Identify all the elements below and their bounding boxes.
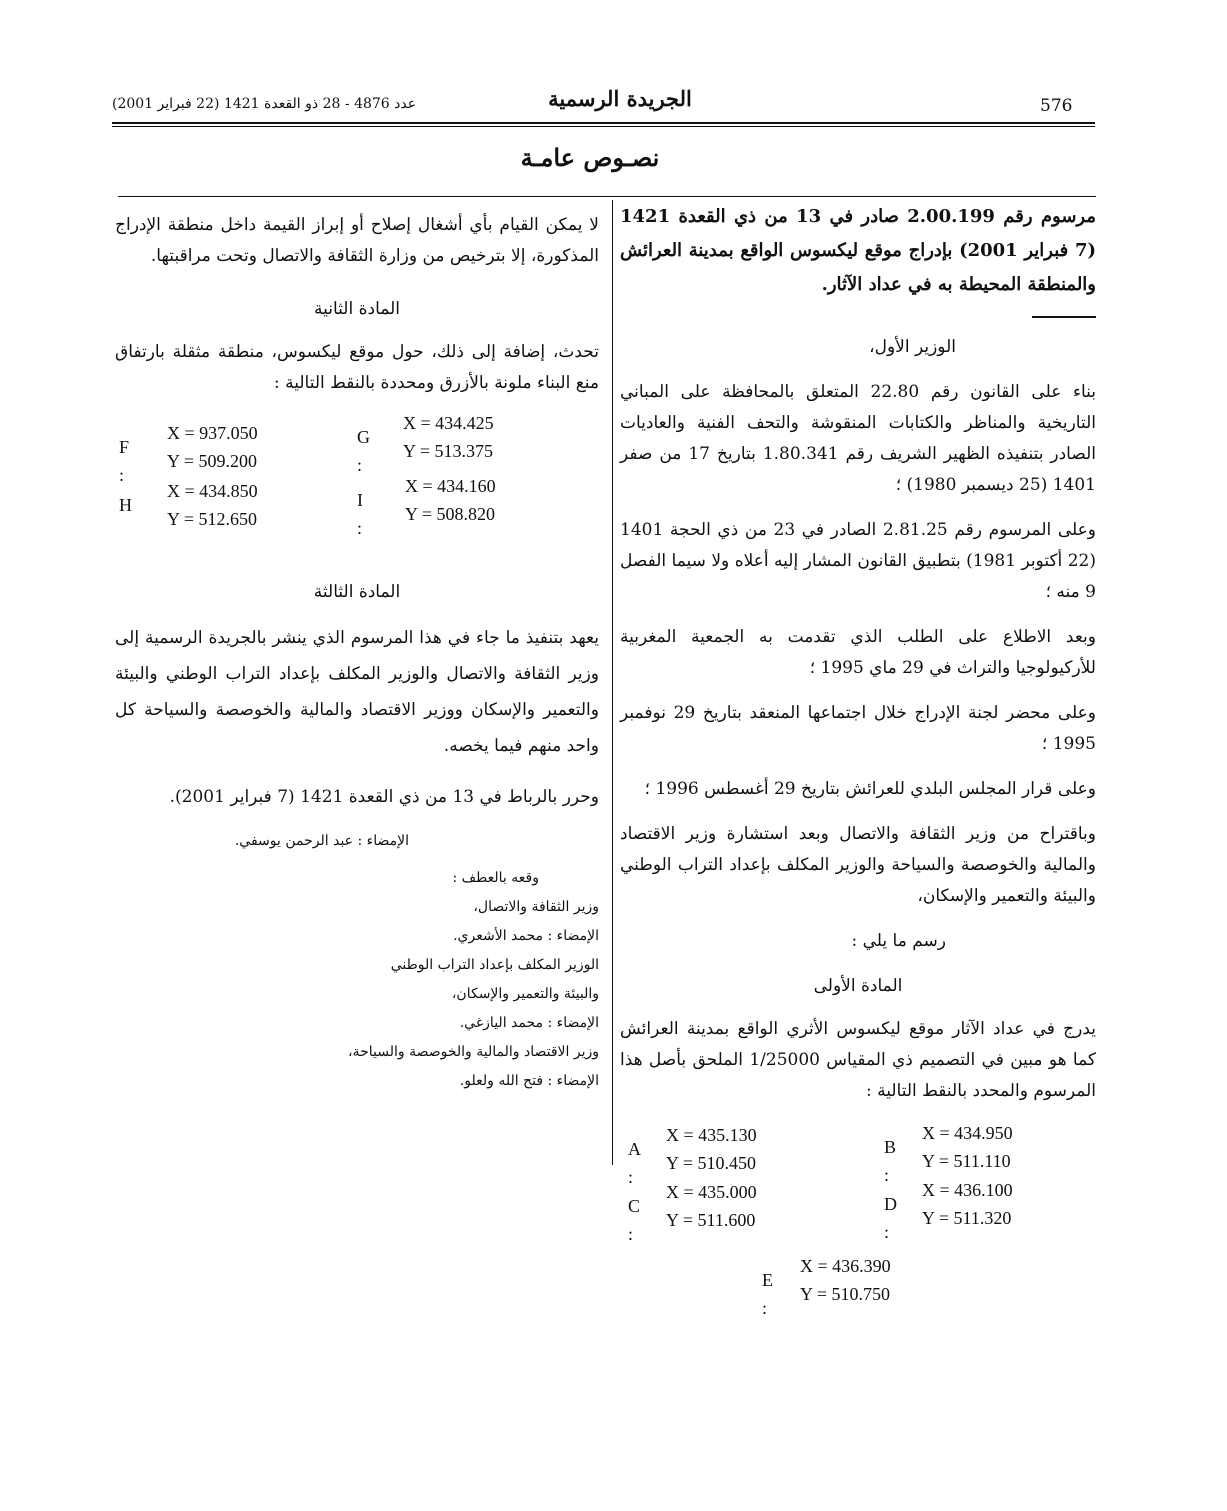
- point-values: X = 436.390 Y = 510.750: [800, 1256, 891, 1304]
- preamble-2: وعلى المرسوم رقم 2.81.25 الصادر في 23 من ذي الحجة 1401 (22 أكتوبر 1981) بتطبيق القانون المشار إليه أعلاه ولا سيما الفصل 9 منه ؛: [620, 520, 1096, 602]
- point-values: X = 937.050 Y = 509.200: [167, 423, 258, 471]
- point-label: A :: [628, 1139, 641, 1187]
- article-3-text: يعهد بتنفيذ ما جاء في هذا المرسوم الذي ينشر بالجريدة الرسمية إلى وزير الثقافة والاتصال والوزير المكلف بإعداد التراب الوطني والبيئة والتعمير والإسكان ووزير الاقتصاد والمالية والخوصصة والسياحة كل واحد منهم فيما يخصه.: [115, 628, 599, 756]
- preamble-4: وعلى محضر لجنة الإدراج خلال اجتماعها المنعقد بتاريخ 29 نوفمبر 1995 ؛: [620, 703, 1096, 754]
- point-label: C :: [628, 1196, 641, 1244]
- gazette-title: الجريدة الرسمية: [548, 86, 692, 111]
- title-separator: [1032, 316, 1096, 318]
- column-divider: [612, 200, 613, 1165]
- right-column: [620, 200, 1097, 1318]
- article-2-text: تحدث، إضافة إلى ذلك، حول موقع ليكسوس، منطقة مثقلة بارتفاق منع البناء ملونة بالأزرق ومحددة بالنقط التالية :: [115, 342, 599, 393]
- countersigned-heading: وقعه بالعطف :: [452, 870, 539, 886]
- columns-top-rule: [118, 196, 1096, 197]
- preamble-6: وباقتراح من وزير الثقافة والاتصال وبعد استشارة وزير الاقتصاد والمالية والخوصصة والسياحة والوزير المكلف بإعداد التراب الوطني والبيئة والتعمير والإسكان،: [620, 824, 1096, 906]
- sig-line: وزير الاقتصاد والمالية والخوصصة والسياحة،: [348, 1044, 599, 1060]
- point-label: B :: [884, 1137, 897, 1185]
- point-label: G :: [357, 427, 370, 475]
- left-column: [115, 200, 599, 1096]
- minister-heading: الوزير الأول،: [869, 337, 956, 357]
- article-1-continued: لا يمكن القيام بأي أشغال إصلاح أو إبراز القيمة داخل منطقة الإدراج المذكورة، إلا بترخيص من وزارة الثقافة والاتصال وتحت مراقبتها.: [115, 215, 599, 266]
- decrees-line: رسم ما يلي :: [851, 931, 946, 951]
- header-rule-thin: [112, 126, 1095, 127]
- article-2-title: المادة الثانية: [314, 299, 400, 319]
- sig-line: الإمضاء : فتح الله ولعلو.: [459, 1073, 599, 1089]
- article-1-text: يدرج في عداد الآثار موقع ليكسوس الأثري الواقع بمدينة العرائش كما هو مبين في التصميم ذي المقياس 1/25000 الملحق بأصل هذا المرسوم والمحدد بالنقط التالية :: [620, 1019, 1096, 1101]
- article-2-points: [115, 413, 599, 549]
- point-values: X = 434.950 Y = 511.110: [922, 1123, 1013, 1171]
- sig-line: والبيئة والتعمير والإسكان،: [451, 986, 599, 1002]
- point-values: X = 435.000 Y = 511.600: [666, 1182, 757, 1230]
- decree-title: مرسوم رقم 2.00.199 صادر في 13 من ذي القعدة 1421 (7 فبراير 2001) بإدراج موقع ليكسوس الواقع بمدينة العرائش والمنطقة المحيطة به في عداد الآثار.: [620, 206, 1096, 295]
- signature-pm: الإمضاء : عبد الرحمن يوسفي.: [234, 833, 409, 849]
- sig-line: الإمضاء : محمد الأشعري.: [453, 928, 599, 944]
- countersignatures: [115, 864, 599, 1096]
- article-1-points: [620, 1121, 1096, 1318]
- point-label: H: [119, 495, 132, 515]
- section-title: نصـوص عامـة: [520, 143, 660, 172]
- point-label: D :: [884, 1194, 897, 1242]
- preamble-3: وبعد الاطلاع على الطلب الذي تقدمت به الجمعية المغربية للأركيولوجيا والتراث في 29 ماي 1995 ؛: [620, 627, 1096, 678]
- point-values: X = 434.425 Y = 513.375: [403, 413, 494, 461]
- sig-line: الوزير المكلف بإعداد التراب الوطني: [390, 957, 599, 973]
- sig-line: وزير الثقافة والاتصال،: [473, 899, 599, 915]
- point-label: F :: [119, 437, 130, 485]
- issue-info: عدد 4876 - 28 ذو القعدة 1421 (22 فبراير 2001): [112, 96, 417, 112]
- preamble-5: وعلى قرار المجلس البلدي للعرائش بتاريخ 29 أغسطس 1996 ؛: [644, 779, 1096, 799]
- article-3-title: المادة الثالثة: [313, 582, 401, 602]
- page-number: 576: [1040, 96, 1073, 116]
- point-values: X = 435.130 Y = 510.450: [666, 1125, 757, 1173]
- sig-line: الإمضاء : محمد اليازغي.: [459, 1015, 599, 1031]
- point-values: X = 434.850 Y = 512.650: [167, 481, 258, 529]
- point-label: I :: [357, 490, 363, 538]
- point-values: X = 434.160 Y = 508.820: [405, 476, 496, 524]
- point-label: E :: [762, 1270, 773, 1318]
- preamble-1: بناء على القانون رقم 22.80 المتعلق بالمحافظة على المباني التاريخية والمناظر والكتابات المنقوشة والتحف الفنية والعاديات الصادر بتنفيذه الظهير الشريف رقم 1.80.341 بتاريخ 17 من صفر 1401 (25 ديسمبر 1980) ؛: [620, 382, 1097, 495]
- header-rule: [112, 122, 1095, 124]
- done-at: وحرر بالرباط في 13 من ذي القعدة 1421 (7 فبراير 2001).: [169, 787, 599, 807]
- point-values: X = 436.100 Y = 511.320: [922, 1180, 1013, 1228]
- article-1-title: المادة الأولى: [813, 976, 903, 996]
